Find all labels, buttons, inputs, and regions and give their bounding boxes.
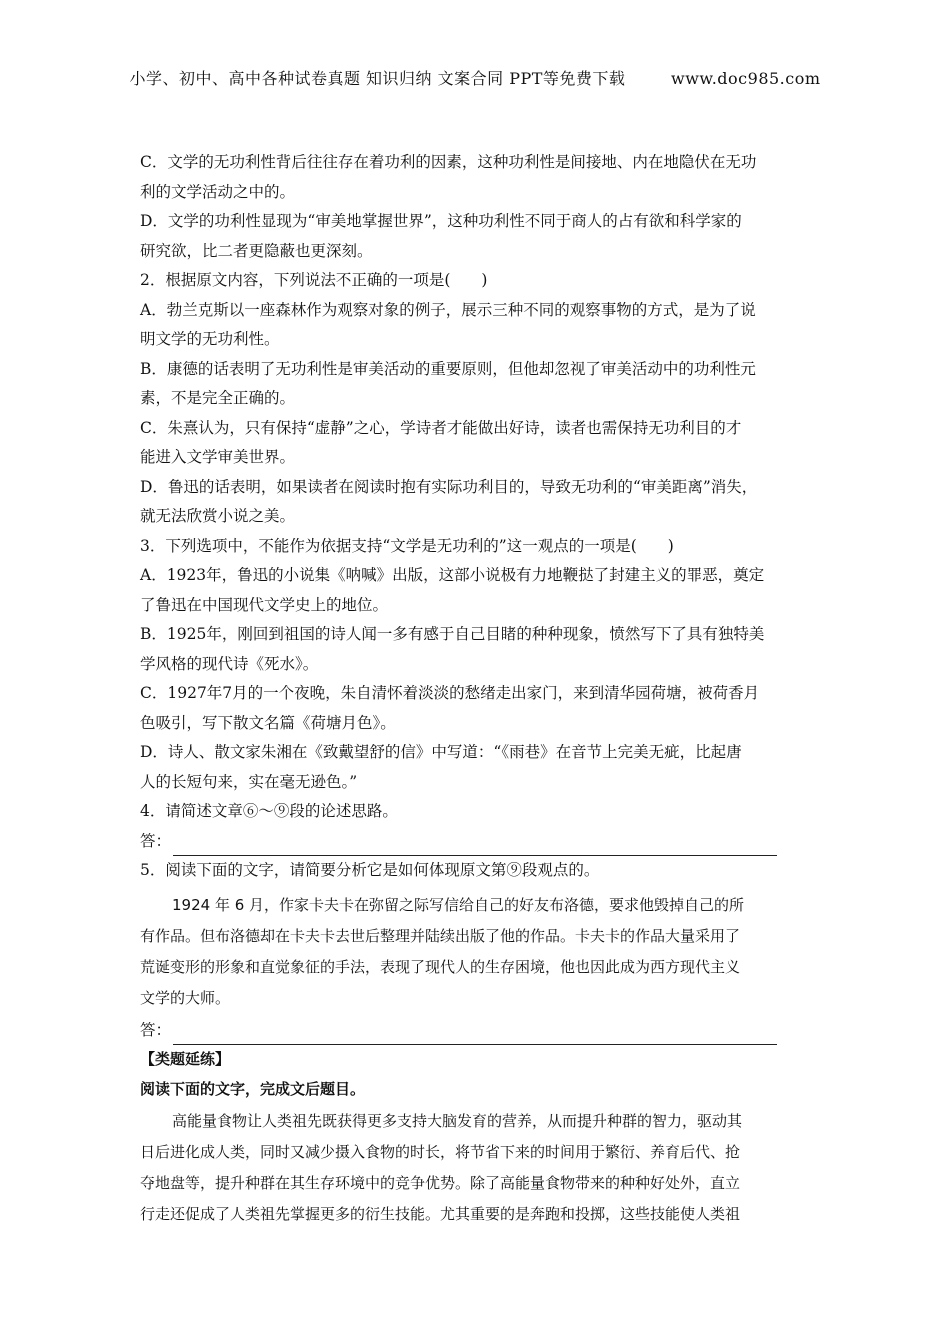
- text-line: A．勃兰克斯以一座森林作为观察对象的例子，展示三种不同的观察事物的方式，是为了说: [140, 300, 756, 319]
- text-line: C．文学的无功利性背后往往存在着功利的因素，这种功利性是间接地、内在地隐伏在无功: [140, 153, 757, 171]
- text-line: 2．根据原文内容，下列说法不正确的一项是( ): [140, 271, 488, 289]
- text-line: B．康德的话表明了无功利性是审美活动的重要原则，但他却忽视了审美活动中的功利性元: [140, 359, 756, 378]
- header-url[interactable]: www.doc985.com: [671, 69, 821, 88]
- text-line: A．1923年，鲁迅的小说集《呐喊》出版，这部小说极有力地鞭挞了封建主义的罪恶，奠定: [140, 566, 765, 584]
- text-line: C．1927年7月的一个夜晚，朱自清怀着淡淡的愁绪走出家门，来到清华园荷塘，被荷香月: [140, 684, 760, 702]
- section-title: 【类题延练】: [140, 1050, 231, 1068]
- text-line: D．鲁迅的话表明，如果读者在阅读时抱有实际功利目的，导致无功利的“审美距离”消失，: [140, 477, 758, 496]
- text-line: 色吸引，写下散文名篇《荷塘月色》。: [140, 713, 396, 732]
- text-line: 明文学的无功利性。: [140, 330, 280, 348]
- text-line: 4．请简述文章⑥～⑨段的论述思路。: [140, 802, 398, 820]
- answer-label: 答：: [140, 1020, 172, 1039]
- text-line: 就无法欣赏小说之美。: [140, 507, 296, 525]
- passage-line: 有作品。但布洛德却在卡夫卡去世后整理并陆续出版了他的作品。卡夫卡的作品大量采用了: [140, 926, 741, 945]
- passage-line: 日后进化成人类，同时又减少摄入食物的时长，将节省下来的时间用于繁衍、养育后代、抢: [140, 1143, 741, 1161]
- question-5: 5．阅读下面的文字，请简要分析它是如何体现原文第⑨段观点的。: [140, 861, 600, 879]
- passage-line: 荒诞变形的形象和直觉象征的手法，表现了现代人的生存困境，他也因此成为西方现代主义: [140, 957, 741, 976]
- passage-line: 1924 年 6 月，作家卡夫卡在弥留之际写信给自己的好友布洛德，要求他毁掉自己的所: [172, 895, 745, 914]
- answer-label: 答：: [140, 831, 172, 850]
- text-line: 了鲁迅在中国现代文学史上的地位。: [140, 595, 389, 614]
- text-line: 人的长短句来，实在毫无逊色。”: [140, 772, 358, 791]
- passage-kafka: [140, 890, 812, 1014]
- passage-line: 文学的大师。: [140, 988, 231, 1007]
- text-line: 3．下列选项中，不能作为依据支持“文学是无功利的”这一观点的一项是( ): [140, 536, 674, 555]
- text-line: B．1925年，刚回到祖国的诗人闻一多有感于自己目睹的种种现象，愤然写下了具有独特美: [140, 625, 765, 643]
- text-line: 素，不是完全正确的。: [140, 389, 296, 407]
- text-line: 研究欲，比二者更隐蔽也更深刻。: [140, 241, 373, 260]
- text-line: D．文学的功利性显现为“审美地掌握世界”，这种功利性不同于商人的占有欲和科学家的: [140, 212, 742, 230]
- text-line: 学风格的现代诗《死水》。: [140, 654, 319, 673]
- document-body: [140, 148, 812, 1230]
- passage-line: 夺地盘等，提升种群在其生存环境中的竞争优势。除了高能量食物带来的种种好处外，直立: [140, 1174, 741, 1192]
- text-line: 能进入文学审美世界。: [140, 448, 296, 466]
- text-line: C．朱熹认为，只有保持“虚静”之心，学诗者才能做出好诗，读者也需保持无功利目的才: [140, 418, 742, 437]
- passage-line: 行走还促成了人类祖先掌握更多的衍生技能。尤其重要的是奔跑和投掷，这些技能使人类祖: [140, 1205, 741, 1223]
- text-line: D．诗人、散文家朱湘在《致戴望舒的信》中写道：“《雨巷》在音节上完美无疵，比起唐: [140, 743, 742, 761]
- page-header: [0, 66, 950, 89]
- answer-rule: [173, 1026, 777, 1045]
- answer-line-5[interactable]: [140, 1016, 812, 1046]
- answer-rule: [173, 837, 777, 856]
- question-lines: [140, 148, 812, 827]
- passage-line: 高能量食物让人类祖先既获得更多支持大脑发育的营养，从而提升种群的智力，驱动其: [172, 1112, 743, 1130]
- passage-food: [140, 1106, 812, 1230]
- answer-line-4[interactable]: [140, 827, 812, 857]
- text-line: 利的文学活动之中的。: [140, 182, 296, 201]
- section-intro: 阅读下面的文字，完成文后题目。: [140, 1079, 366, 1098]
- header-text: 小学、初中、高中各种试卷真题 知识归纳 文案合同 PPT等免费下载: [129, 69, 626, 88]
